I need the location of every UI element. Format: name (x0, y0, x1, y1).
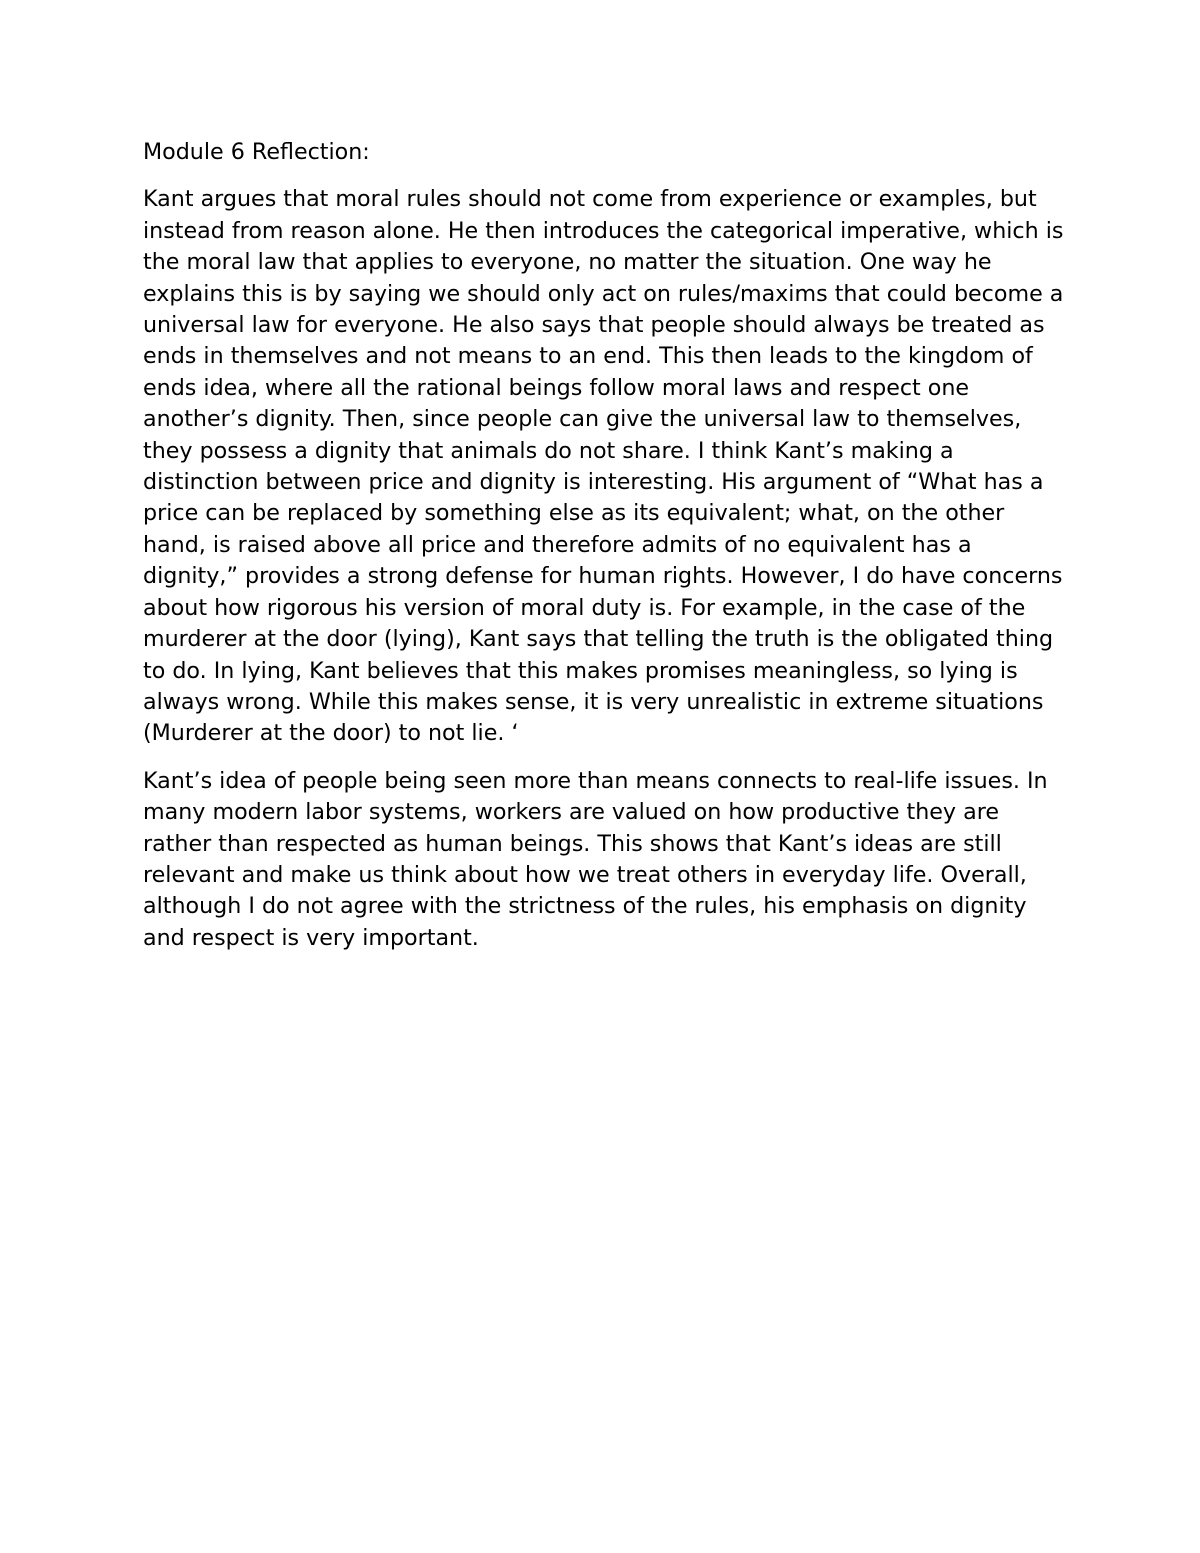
document-title: Module 6 Reflection: (143, 139, 370, 165)
paragraph-2: Kant’s idea of people being seen more than means connects to real-life issues. In many modern labor systems, workers are valued on how productive they are rather than respected as human beings. This shows that Kant’s ideas are still relevant and make us think about how we treat others in everyday life. Overall, although I do not agree with the strictness of the rules, his emphasis on dignity and respect is very important. (143, 767, 1048, 951)
paragraph-1: Kant argues that moral rules should not come from experience or examples, but instead from reason alone. He then introduces the categorical imperative, which is the moral law that applies to everyone, no matter the situation. One way he explains this is by saying we should only act on rules/maxims that could become a universal law for everyone. He also says that people should always be treated as ends in themselves and not means to an end. This then leads to the kingdom of ends idea, where all the rational beings follow moral laws and respect one another’s dignity. Then, since people can give the universal law to themselves, they possess a dignity that animals do not share. I think Kant’s making a distinction between price and dignity is interesting. His argument of “What has a price can be replaced by something else as its equivalent; what, on the other hand, is raised above all price and therefore admits of no equivalent has a dignity,” provides a strong defense for human rights. However, I do have concerns about how rigorous his version of moral duty is. For example, in the case of the murderer at the door (lying), Kant says that telling the truth is the obligated thing to do. In lying, Kant believes that this makes promises meaningless, so lying is always wrong. While this makes sense, it is very unrealistic in extreme situations (Murderer at the door) to not lie. ‘ (143, 186, 1064, 747)
document-body (143, 137, 1068, 970)
